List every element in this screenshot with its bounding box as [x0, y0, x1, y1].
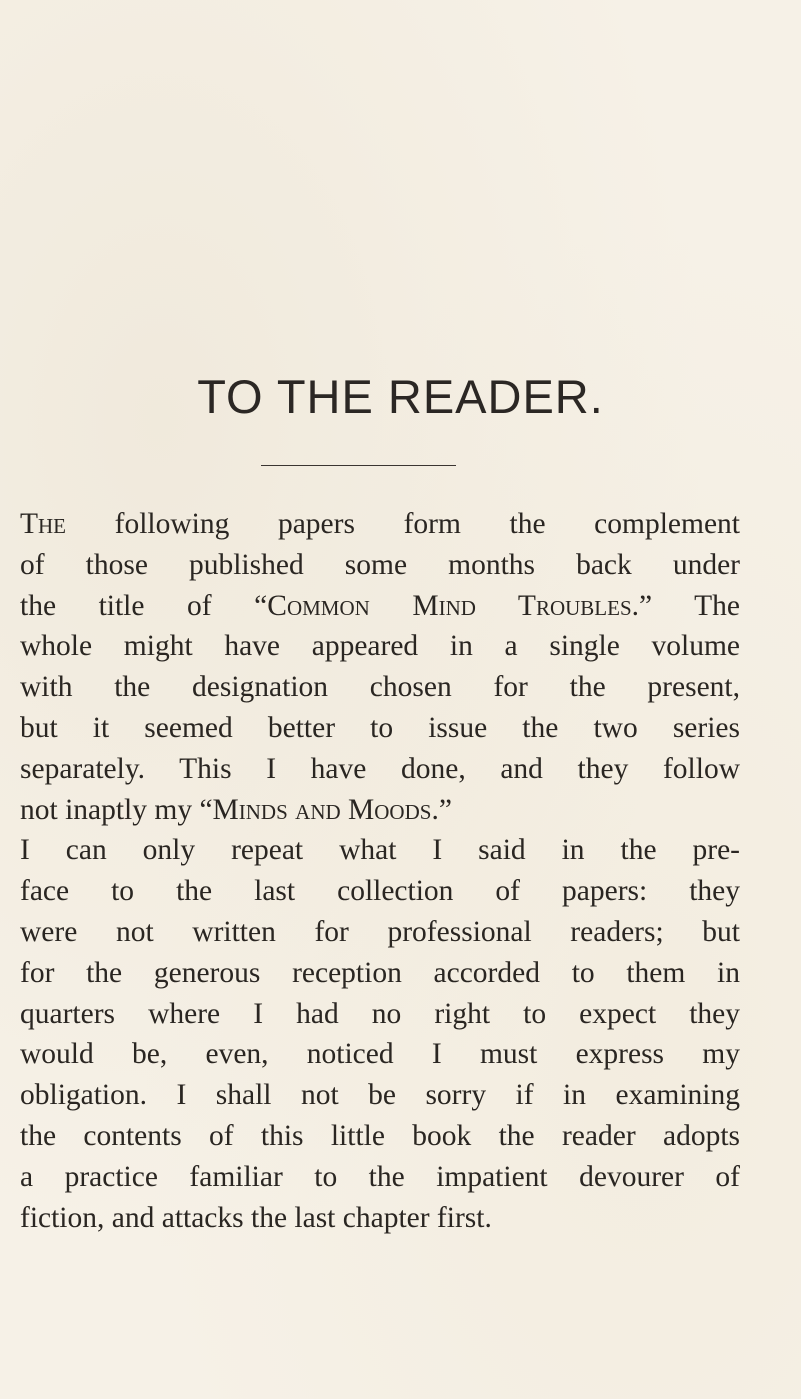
text-line: were not written for professional readers; but	[20, 915, 740, 948]
text-line	[20, 790, 740, 831]
cited-title: Common Mind Troubles	[267, 589, 632, 622]
text-line: the contents of this little book the reader adopts	[20, 1119, 740, 1152]
body-text	[20, 504, 740, 1238]
drop-word: The	[20, 508, 67, 540]
text-line: would be, even, noticed I must express my	[20, 1038, 740, 1071]
text-line: a practice familiar to the impatient devourer of	[20, 1160, 740, 1193]
text-line: fiction, and attacks the last chapter first.	[20, 1201, 492, 1234]
text-line: for the generous reception accorded to them in	[20, 956, 740, 989]
text-fragment: not inaptly my “	[20, 793, 213, 826]
text-line: but it seemed better to issue the two series	[20, 711, 740, 744]
cited-title: Minds and Moods	[212, 793, 432, 826]
text-line: whole might have appeared in a single volume	[20, 630, 740, 663]
text-line: obligation. I shall not be sorry if in examining	[20, 1079, 740, 1112]
text-fragment: .” The	[631, 589, 740, 622]
text-fragment: the title of “	[20, 589, 268, 622]
page-heading: TO THE READER.	[197, 370, 604, 423]
heading-divider	[261, 465, 456, 466]
text-line: with the designation chosen for the present,	[20, 671, 740, 704]
text-line: of those published some months back under	[20, 548, 740, 581]
text-line: face to the last collection of papers: they	[20, 875, 740, 908]
text-line: separately. This I have done, and they follow	[20, 752, 740, 785]
text-line	[20, 504, 740, 545]
text-line	[20, 586, 740, 627]
text-line: quarters where I had no right to expect they	[20, 997, 740, 1030]
text-fragment: following papers form the complement	[66, 508, 740, 540]
text-fragment: .”	[431, 793, 452, 826]
text-line: I can only repeat what I said in the pre-	[20, 834, 740, 867]
